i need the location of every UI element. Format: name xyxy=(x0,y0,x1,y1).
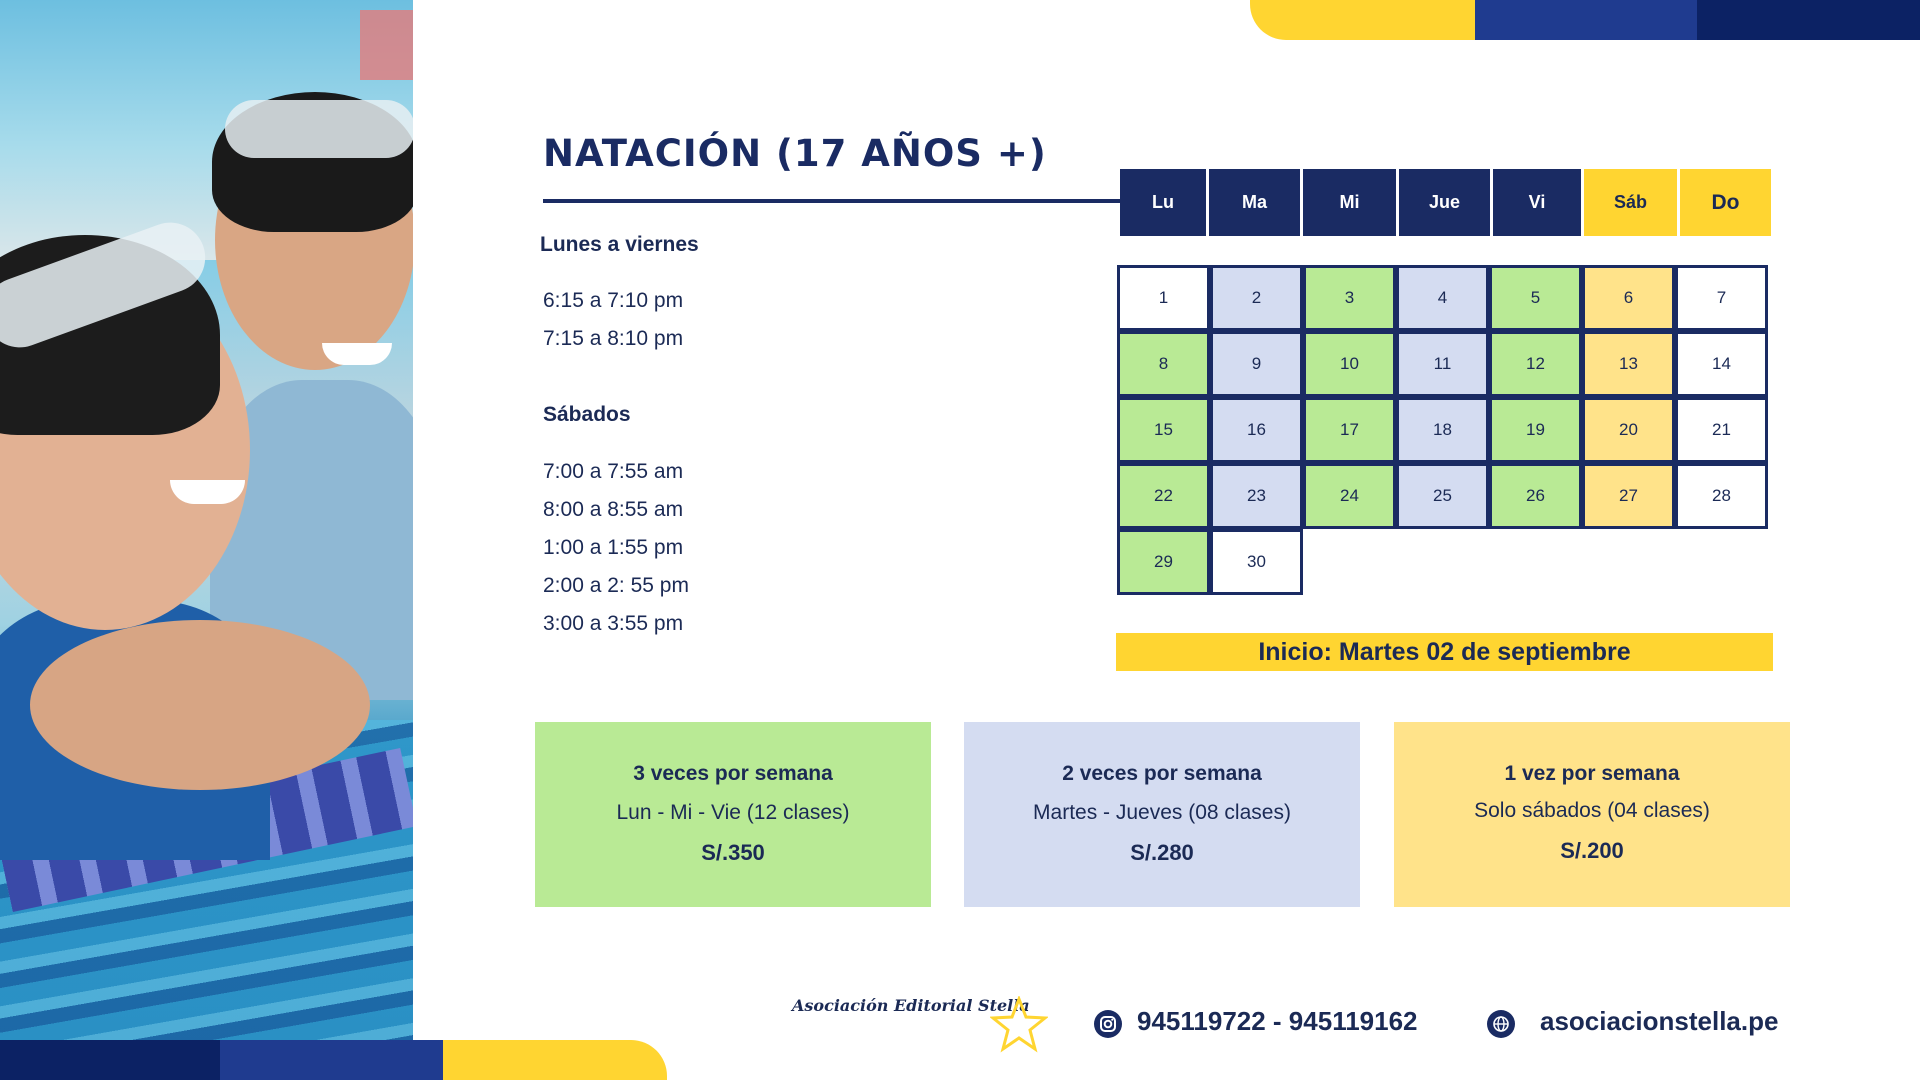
calendar-date: 22 xyxy=(1117,463,1210,529)
calendar-date: 30 xyxy=(1210,529,1303,595)
calendar-date: 26 xyxy=(1489,463,1582,529)
plan-price: S/.350 xyxy=(701,840,765,865)
calendar-date: 17 xyxy=(1303,397,1396,463)
saturday-time: 7:00 a 7:55 am xyxy=(543,460,684,483)
bottom-yellow-bar xyxy=(443,1040,667,1080)
calendar-date: 1 xyxy=(1117,265,1210,331)
calendar-day-jue: Jue xyxy=(1399,169,1490,236)
plan-card-1x xyxy=(1394,722,1790,907)
calendar-date: 24 xyxy=(1303,463,1396,529)
plan-title: 1 vez por semana xyxy=(1504,762,1680,785)
calendar-date: 28 xyxy=(1675,463,1768,529)
calendar-date: 15 xyxy=(1117,397,1210,463)
calendar-date: 23 xyxy=(1210,463,1303,529)
top-navy-bar xyxy=(1697,0,1920,40)
organization-logo-text: Asociación Editorial Stella xyxy=(792,996,1030,1015)
calendar-date: 4 xyxy=(1396,265,1489,331)
instagram-icon xyxy=(1094,1010,1122,1038)
plan-price: S/.200 xyxy=(1560,838,1624,863)
calendar-date: 21 xyxy=(1675,397,1768,463)
saturday-heading: Sábados xyxy=(543,403,631,426)
calendar-date: 14 xyxy=(1675,331,1768,397)
calendar-day-lu: Lu xyxy=(1120,169,1206,236)
calendar-date: 25 xyxy=(1396,463,1489,529)
calendar-date: 20 xyxy=(1582,397,1675,463)
start-date-banner: Inicio: Martes 02 de septiembre xyxy=(1116,633,1773,671)
bottom-blue-bar xyxy=(220,1040,443,1080)
plan-title: 2 veces por semana xyxy=(1062,762,1262,785)
calendar-date: 2 xyxy=(1210,265,1303,331)
calendar-day-ma: Ma xyxy=(1209,169,1300,236)
top-blue-bar xyxy=(1475,0,1697,40)
calendar-day-do: Do xyxy=(1680,169,1771,236)
plan-description: Lun - Mi - Vie (12 clases) xyxy=(616,801,850,824)
calendar-date: 13 xyxy=(1582,331,1675,397)
plan-card-3x xyxy=(535,722,931,907)
calendar-date: 9 xyxy=(1210,331,1303,397)
calendar-date: 8 xyxy=(1117,331,1210,397)
calendar-date: 7 xyxy=(1675,265,1768,331)
plan-card-2x xyxy=(964,722,1360,907)
globe-icon xyxy=(1487,1010,1515,1038)
calendar-day-sab: Sáb xyxy=(1584,169,1677,236)
calendar-day-mi: Mi xyxy=(1303,169,1396,236)
calendar-date: 19 xyxy=(1489,397,1582,463)
saturday-time: 2:00 a 2: 55 pm xyxy=(543,574,689,597)
calendar-date: 29 xyxy=(1117,529,1210,595)
calendar-date: 11 xyxy=(1396,331,1489,397)
top-yellow-bar xyxy=(1250,0,1475,40)
title-underline xyxy=(543,199,1121,203)
saturday-time: 3:00 a 3:55 pm xyxy=(543,612,684,635)
plan-description: Solo sábados (04 clases) xyxy=(1474,799,1710,822)
calendar-date: 5 xyxy=(1489,265,1582,331)
plan-price: S/.280 xyxy=(1130,840,1194,865)
swimmers-photo xyxy=(0,0,413,1040)
page-title: NATACIÓN (17 AÑOS +) xyxy=(543,132,1047,175)
calendar-date: 10 xyxy=(1303,331,1396,397)
plan-title: 3 veces por semana xyxy=(633,762,833,785)
star-icon xyxy=(990,996,1048,1054)
calendar-date: 3 xyxy=(1303,265,1396,331)
website-link[interactable]: asociacionstella.pe xyxy=(1540,1006,1779,1036)
phone-numbers: 945119722 - 945119162 xyxy=(1137,1006,1418,1036)
calendar-date: 12 xyxy=(1489,331,1582,397)
weekday-time: 7:15 a 8:10 pm xyxy=(543,327,684,350)
calendar-date: 18 xyxy=(1396,397,1489,463)
weekday-heading: Lunes a viernes xyxy=(540,233,699,256)
calendar-day-vi: Vi xyxy=(1493,169,1581,236)
calendar-date: 27 xyxy=(1582,463,1675,529)
saturday-time: 8:00 a 8:55 am xyxy=(543,498,684,521)
plan-description: Martes - Jueves (08 clases) xyxy=(1033,801,1291,824)
weekday-time: 6:15 a 7:10 pm xyxy=(543,289,684,312)
bottom-navy-bar xyxy=(0,1040,220,1080)
saturday-time: 1:00 a 1:55 pm xyxy=(543,536,684,559)
calendar-date: 6 xyxy=(1582,265,1675,331)
calendar-date: 16 xyxy=(1210,397,1303,463)
